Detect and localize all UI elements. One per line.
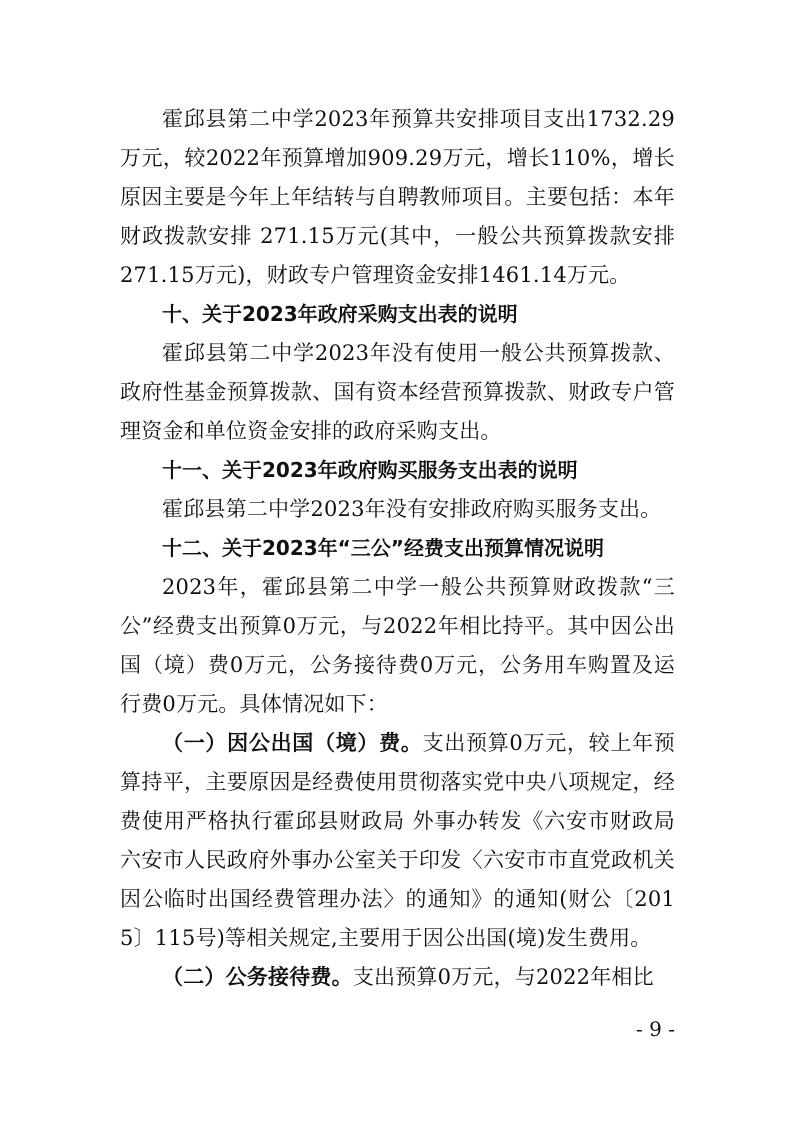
overseas-travel-text: 支出预算0万元，较上年预算持平，主要原因是经费使用贯彻落实党中央八项规定，经费使用严格执行霍邱县财政局 外事办转发《六安市财政局六安市人民政府外事办公室关于印发〈六安市市直党政机关因公临时出国经费管理办法〉的通知》的通知(财公〔2015〕115号)等相关规定,主要用于因公出国(境)发生费用。	[120, 731, 675, 950]
section-heading-10: 十、关于2023年政府采购支出表的说明	[162, 302, 518, 326]
paragraph-three-public-expenses: 2023年，霍邱县第二中学一般公共预算财政拨款“三公”经费支出预算0万元，与2022年相比持平。其中因公出国（境）费0万元，公务接待费0万元，公务用车购置及运行费0万元。具体情况如下：	[120, 575, 675, 716]
section-heading-11: 十一、关于2023年政府购买服务支出表的说明	[162, 458, 578, 482]
subheading-overseas-travel: （一）因公出国（境）费。	[162, 731, 423, 755]
paragraph-purchase-services: 霍邱县第二中学2023年没有安排政府购买服务支出。	[162, 497, 662, 521]
paragraph-official-reception	[120, 958, 675, 997]
paragraph-overseas-travel	[120, 724, 675, 958]
section-heading-12: 十二、关于2023年“三公”经费支出预算情况说明	[162, 536, 604, 560]
paragraph-procurement: 霍邱县第二中学2023年没有使用一般公共预算拨款、政府性基金预算拨款、国有资本经营预算拨款、财政专户管理资金和单位资金安排的政府采购支出。	[120, 341, 675, 443]
subheading-official-reception: （二）公务接待费。	[162, 965, 353, 989]
paragraph-project-expenditure: 霍邱县第二中学2023年预算共安排项目支出1732.29万元，较2022年预算增加909.29万元，增长110%，增长原因主要是今年上年结转与自聘教师项目。主要包括：本年财政拨款安排 271.15万元(其中，一般公共预算拨款安排 271.15万元)，财政专户管理资金安排1461.14万元。	[120, 107, 675, 287]
document-body	[120, 100, 675, 997]
page-number: - 9 -	[636, 1017, 675, 1041]
official-reception-text: 支出预算0万元，与2022年相比	[352, 965, 654, 989]
